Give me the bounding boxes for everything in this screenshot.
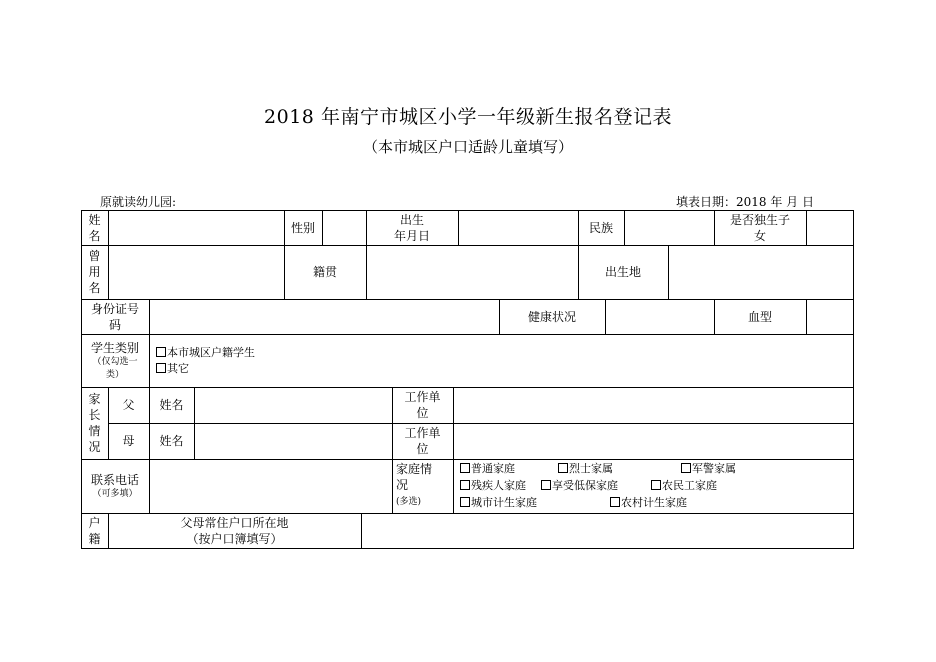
family-option-martyr[interactable]: 烈士家属: [558, 462, 613, 476]
form-subtitle: （本市城区户口适龄儿童填写）: [362, 138, 573, 156]
only-child-field[interactable]: [806, 210, 853, 245]
family-option-military-police[interactable]: 军警家属: [681, 462, 736, 476]
kindergarten-label: 原就读幼儿园:: [100, 195, 177, 209]
health-label: 健康状况: [527, 309, 576, 324]
family-option-migrant-worker[interactable]: 农民工家庭: [651, 479, 717, 493]
blood-type-label: 血型: [747, 309, 772, 324]
father-name-field[interactable]: [194, 387, 392, 423]
father-work-label: 工作单 位: [404, 390, 441, 420]
checkbox-icon[interactable]: [460, 463, 470, 473]
id-number-field[interactable]: [149, 299, 499, 334]
checkbox-icon[interactable]: [156, 347, 166, 357]
checkbox-icon[interactable]: [541, 480, 551, 490]
blood-type-field[interactable]: [806, 299, 853, 334]
checkbox-icon[interactable]: [681, 463, 691, 473]
father-name-label: 姓名: [159, 398, 184, 412]
student-type-option-other[interactable]: 其它: [156, 362, 189, 376]
mother-label: 母: [122, 434, 135, 448]
birth-date-field[interactable]: [458, 210, 578, 245]
gender-label: 性别: [290, 220, 315, 235]
father-work-field[interactable]: [453, 387, 853, 423]
birthplace-label: 出生地: [604, 265, 641, 279]
birth-date-label: 出生 年月日: [393, 212, 430, 243]
mother-work-field[interactable]: [453, 423, 853, 459]
native-place-field[interactable]: [366, 245, 578, 299]
ethnicity-field[interactable]: [624, 210, 714, 245]
checkbox-icon[interactable]: [610, 497, 620, 507]
name-label: 姓 名: [88, 212, 101, 243]
checkbox-icon[interactable]: [558, 463, 568, 473]
parents-group-label: 家 长 情 况: [88, 392, 101, 454]
mother-name-label: 姓名: [159, 434, 184, 448]
family-option-low-income[interactable]: 享受低保家庭: [541, 479, 618, 493]
phone-field[interactable]: [149, 459, 392, 513]
family-option-rural-family-planning[interactable]: 农村计生家庭: [610, 496, 687, 510]
native-place-label: 籍贯: [312, 265, 337, 279]
family-option-disabled[interactable]: 残疾人家庭: [460, 479, 526, 493]
id-number-label: 身份证号 码: [90, 301, 139, 332]
father-label: 父: [122, 398, 135, 412]
checkbox-icon[interactable]: [651, 480, 661, 490]
checkbox-icon[interactable]: [156, 363, 166, 373]
checkbox-icon[interactable]: [460, 480, 470, 490]
family-situation-label: 家庭情 况 (多选): [396, 462, 433, 507]
name-field[interactable]: [108, 210, 284, 245]
household-label: 户 籍: [88, 515, 101, 546]
phone-label: 联系电话 （可多填）: [90, 472, 139, 499]
health-field[interactable]: [605, 299, 714, 334]
student-type-option-local[interactable]: 本市城区户籍学生: [156, 346, 255, 360]
gender-field[interactable]: [322, 210, 366, 245]
fill-date-label: 填表日期：2018 年 月 日: [676, 195, 814, 209]
mother-work-label: 工作单 位: [404, 426, 441, 456]
form-title: 2018 年南宁市城区小学一年级新生报名登记表: [264, 106, 672, 128]
family-option-urban-family-planning[interactable]: 城市计生家庭: [460, 496, 537, 510]
only-child-label: 是否独生子 女: [729, 212, 790, 243]
ethnicity-label: 民族: [588, 220, 613, 235]
mother-name-field[interactable]: [194, 423, 392, 459]
former-name-field[interactable]: [108, 245, 284, 299]
birthplace-field[interactable]: [668, 245, 853, 299]
checkbox-icon[interactable]: [460, 497, 470, 507]
student-type-label: 学生类别 （仅勾选一 类）: [90, 340, 139, 380]
family-option-ordinary[interactable]: 普通家庭: [460, 462, 515, 476]
former-name-label: 曾 用 名: [88, 249, 101, 295]
household-address-field[interactable]: [361, 513, 853, 548]
household-address-label: 父母常住户口所在地 （按户口簿填写）: [180, 515, 289, 546]
